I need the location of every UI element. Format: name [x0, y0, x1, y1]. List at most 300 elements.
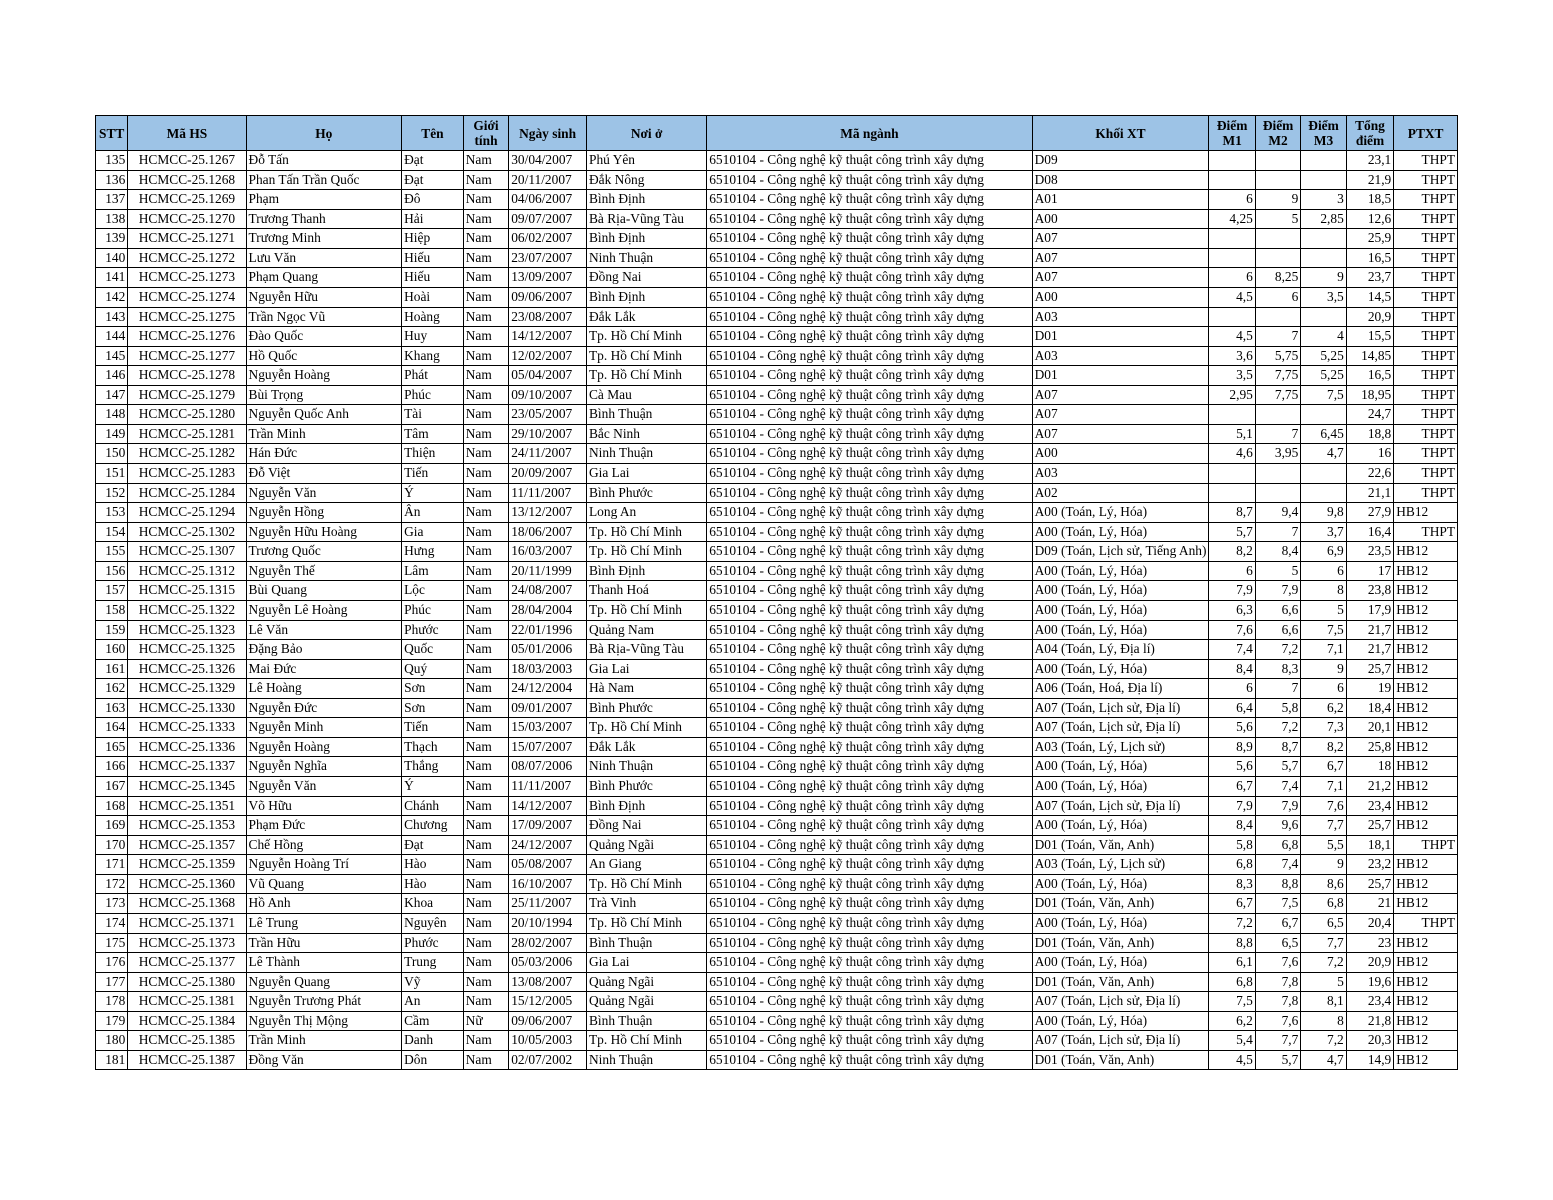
cell-diem-m3: 7,2: [1301, 953, 1346, 973]
cell-ho: Nguyễn Lê Hoàng: [246, 600, 402, 620]
table-row: [96, 835, 1458, 855]
cell-diem-m1: 5,1: [1209, 424, 1255, 444]
cell-diem-m2: 6,6: [1255, 600, 1300, 620]
cell-ho: Lưu Văn: [246, 248, 402, 268]
cell-noi-o: Quảng Nam: [587, 620, 707, 640]
cell-khoi-xt: D08: [1032, 170, 1209, 190]
cell-noi-o: Bình Thuận: [587, 405, 707, 425]
cell-khoi-xt: A07 (Toán, Lịch sử, Địa lí): [1032, 796, 1209, 816]
cell-stt: 160: [96, 640, 128, 660]
cell-ngay-sinh: 24/08/2007: [509, 581, 587, 601]
cell-ngay-sinh: 04/06/2007: [509, 190, 587, 210]
cell-khoi-xt: A00 (Toán, Lý, Hóa): [1032, 561, 1209, 581]
cell-diem-m1: [1209, 405, 1255, 425]
cell-ptxt: THPT: [1394, 483, 1458, 503]
cell-ten: Vỹ: [402, 972, 464, 992]
cell-noi-o: Bình Phước: [587, 698, 707, 718]
cell-noi-o: Gia Lai: [587, 953, 707, 973]
cell-ptxt: THPT: [1394, 913, 1458, 933]
cell-ho: Lê Thành: [246, 953, 402, 973]
cell-noi-o: Đắk Lắk: [587, 307, 707, 327]
cell-stt: 162: [96, 679, 128, 699]
cell-diem-m1: 7,9: [1209, 581, 1255, 601]
cell-stt: 153: [96, 503, 128, 523]
cell-ma-nganh: 6510104 - Công nghệ kỹ thuật công trình xây dựng: [707, 855, 1032, 875]
cell-stt: 181: [96, 1050, 128, 1070]
cell-ho: Nguyễn Hữu: [246, 287, 402, 307]
cell-noi-o: Tp. Hồ Chí Minh: [587, 327, 707, 347]
table-row: [96, 444, 1458, 464]
table-row: [96, 464, 1458, 484]
cell-diem-m2: 6,8: [1255, 835, 1300, 855]
cell-tong-diem: 21,9: [1346, 170, 1393, 190]
cell-ma-nganh: 6510104 - Công nghệ kỹ thuật công trình xây dựng: [707, 933, 1032, 953]
cell-ten: Phước: [402, 933, 464, 953]
header-ma-hs: Mã HS: [128, 116, 246, 151]
cell-gioi-tinh: Nam: [463, 835, 508, 855]
cell-ngay-sinh: 14/12/2007: [509, 327, 587, 347]
cell-ngay-sinh: 20/10/1994: [509, 913, 587, 933]
cell-khoi-xt: A00 (Toán, Lý, Hóa): [1032, 522, 1209, 542]
table-row: [96, 287, 1458, 307]
cell-diem-m3: [1301, 483, 1346, 503]
cell-khoi-xt: A03: [1032, 346, 1209, 366]
cell-ho: Nguyễn Thị Mộng: [246, 1011, 402, 1031]
cell-noi-o: Quảng Ngãi: [587, 972, 707, 992]
cell-ho: Đặng Bảo: [246, 640, 402, 660]
cell-tong-diem: 15,5: [1346, 327, 1393, 347]
cell-ma-hs: HCMCC-25.1268: [128, 170, 246, 190]
cell-tong-diem: 18: [1346, 757, 1393, 777]
cell-khoi-xt: A07 (Toán, Lịch sử, Địa lí): [1032, 698, 1209, 718]
cell-stt: 149: [96, 424, 128, 444]
cell-diem-m3: 7,3: [1301, 718, 1346, 738]
cell-diem-m3: 3,5: [1301, 287, 1346, 307]
cell-ma-hs: HCMCC-25.1326: [128, 659, 246, 679]
cell-khoi-xt: D01 (Toán, Văn, Anh): [1032, 972, 1209, 992]
cell-diem-m3: [1301, 307, 1346, 327]
table-row: [96, 424, 1458, 444]
cell-khoi-xt: A00 (Toán, Lý, Hóa): [1032, 874, 1209, 894]
cell-ma-nganh: 6510104 - Công nghệ kỹ thuật công trình xây dựng: [707, 620, 1032, 640]
cell-gioi-tinh: Nam: [463, 600, 508, 620]
cell-stt: 177: [96, 972, 128, 992]
cell-noi-o: Hà Nam: [587, 679, 707, 699]
cell-ptxt: THPT: [1394, 424, 1458, 444]
cell-ptxt: THPT: [1394, 287, 1458, 307]
cell-ngay-sinh: 30/04/2007: [509, 151, 587, 171]
cell-diem-m1: 6,1: [1209, 953, 1255, 973]
table-row: [96, 248, 1458, 268]
cell-ma-nganh: 6510104 - Công nghệ kỹ thuật công trình xây dựng: [707, 1031, 1032, 1051]
cell-noi-o: Thanh Hoá: [587, 581, 707, 601]
cell-diem-m3: 6,45: [1301, 424, 1346, 444]
cell-diem-m3: 8: [1301, 1011, 1346, 1031]
cell-ma-hs: HCMCC-25.1280: [128, 405, 246, 425]
cell-ma-nganh: 6510104 - Công nghệ kỹ thuật công trình xây dựng: [707, 874, 1032, 894]
cell-tong-diem: 25,8: [1346, 737, 1393, 757]
cell-ten: Thắng: [402, 757, 464, 777]
cell-noi-o: Bình Định: [587, 796, 707, 816]
cell-stt: 142: [96, 287, 128, 307]
cell-diem-m3: 9: [1301, 268, 1346, 288]
cell-khoi-xt: D01 (Toán, Văn, Anh): [1032, 894, 1209, 914]
cell-tong-diem: 23,7: [1346, 268, 1393, 288]
cell-noi-o: Tp. Hồ Chí Minh: [587, 874, 707, 894]
cell-ptxt: THPT: [1394, 464, 1458, 484]
cell-noi-o: Bình Định: [587, 229, 707, 249]
cell-ma-hs: HCMCC-25.1282: [128, 444, 246, 464]
cell-diem-m3: [1301, 464, 1346, 484]
cell-ma-hs: HCMCC-25.1269: [128, 190, 246, 210]
cell-ho: Nguyễn Nghĩa: [246, 757, 402, 777]
cell-ho: Trần Hữu: [246, 933, 402, 953]
cell-diem-m1: 7,6: [1209, 620, 1255, 640]
cell-ten: Hiếu: [402, 248, 464, 268]
cell-khoi-xt: A00 (Toán, Lý, Hóa): [1032, 953, 1209, 973]
cell-diem-m1: 6,7: [1209, 777, 1255, 797]
table-row: [96, 600, 1458, 620]
cell-ho: Nguyễn Văn: [246, 777, 402, 797]
cell-ngay-sinh: 18/06/2007: [509, 522, 587, 542]
cell-ptxt: HB12: [1394, 640, 1458, 660]
cell-tong-diem: 17,9: [1346, 600, 1393, 620]
cell-gioi-tinh: Nam: [463, 874, 508, 894]
cell-ho: Hán Đức: [246, 444, 402, 464]
cell-ma-hs: HCMCC-25.1277: [128, 346, 246, 366]
cell-ma-hs: HCMCC-25.1381: [128, 992, 246, 1012]
cell-diem-m3: 4,7: [1301, 444, 1346, 464]
header-ten: Tên: [402, 116, 464, 151]
cell-ho: Nguyễn Hồng: [246, 503, 402, 523]
cell-ho: Nguyễn Đức: [246, 698, 402, 718]
cell-ma-nganh: 6510104 - Công nghệ kỹ thuật công trình xây dựng: [707, 777, 1032, 797]
cell-noi-o: Tp. Hồ Chí Minh: [587, 346, 707, 366]
table-row: [96, 483, 1458, 503]
cell-ptxt: THPT: [1394, 444, 1458, 464]
cell-ten: Quốc: [402, 640, 464, 660]
cell-ngay-sinh: 09/06/2007: [509, 1011, 587, 1031]
cell-khoi-xt: A00 (Toán, Lý, Hóa): [1032, 913, 1209, 933]
cell-noi-o: Ninh Thuận: [587, 248, 707, 268]
cell-ho: Mai Đức: [246, 659, 402, 679]
cell-diem-m1: 7,2: [1209, 913, 1255, 933]
cell-ten: Tài: [402, 405, 464, 425]
cell-stt: 171: [96, 855, 128, 875]
cell-diem-m2: 7,9: [1255, 581, 1300, 601]
cell-ptxt: HB12: [1394, 718, 1458, 738]
cell-khoi-xt: A00 (Toán, Lý, Hóa): [1032, 581, 1209, 601]
cell-khoi-xt: A03: [1032, 464, 1209, 484]
cell-tong-diem: 16: [1346, 444, 1393, 464]
cell-ngay-sinh: 13/09/2007: [509, 268, 587, 288]
cell-gioi-tinh: Nam: [463, 248, 508, 268]
cell-gioi-tinh: Nam: [463, 913, 508, 933]
cell-gioi-tinh: Nam: [463, 561, 508, 581]
cell-diem-m2: 8,8: [1255, 874, 1300, 894]
header-ngay-sinh: Ngày sinh: [509, 116, 587, 151]
cell-noi-o: Bình Thuận: [587, 1011, 707, 1031]
cell-ngay-sinh: 13/08/2007: [509, 972, 587, 992]
cell-ho: Đỗ Việt: [246, 464, 402, 484]
cell-ma-hs: HCMCC-25.1307: [128, 542, 246, 562]
cell-diem-m2: 3,95: [1255, 444, 1300, 464]
cell-gioi-tinh: Nam: [463, 1050, 508, 1070]
cell-ngay-sinh: 12/02/2007: [509, 346, 587, 366]
cell-noi-o: An Giang: [587, 855, 707, 875]
cell-ngay-sinh: 05/08/2007: [509, 855, 587, 875]
cell-ho: Hồ Quốc: [246, 346, 402, 366]
cell-diem-m1: 6: [1209, 190, 1255, 210]
cell-stt: 146: [96, 366, 128, 386]
cell-noi-o: Ninh Thuận: [587, 444, 707, 464]
cell-ten: An: [402, 992, 464, 1012]
cell-ptxt: HB12: [1394, 855, 1458, 875]
cell-diem-m2: 9: [1255, 190, 1300, 210]
cell-ma-nganh: 6510104 - Công nghệ kỹ thuật công trình xây dựng: [707, 679, 1032, 699]
cell-gioi-tinh: Nam: [463, 542, 508, 562]
cell-khoi-xt: A07: [1032, 268, 1209, 288]
cell-ten: Đạt: [402, 170, 464, 190]
cell-ma-nganh: 6510104 - Công nghệ kỹ thuật công trình xây dựng: [707, 561, 1032, 581]
cell-ten: Phát: [402, 366, 464, 386]
cell-gioi-tinh: Nam: [463, 737, 508, 757]
cell-ma-nganh: 6510104 - Công nghệ kỹ thuật công trình xây dựng: [707, 307, 1032, 327]
cell-diem-m2: [1255, 483, 1300, 503]
cell-ma-nganh: 6510104 - Công nghệ kỹ thuật công trình xây dựng: [707, 424, 1032, 444]
table-row: [96, 1050, 1458, 1070]
cell-noi-o: Tp. Hồ Chí Minh: [587, 600, 707, 620]
cell-stt: 140: [96, 248, 128, 268]
cell-ptxt: THPT: [1394, 229, 1458, 249]
cell-ptxt: HB12: [1394, 1031, 1458, 1051]
cell-ma-nganh: 6510104 - Công nghệ kỹ thuật công trình xây dựng: [707, 953, 1032, 973]
cell-gioi-tinh: Nam: [463, 170, 508, 190]
cell-stt: 158: [96, 600, 128, 620]
cell-ten: Phúc: [402, 600, 464, 620]
header-khoi-xt: Khối XT: [1032, 116, 1209, 151]
cell-ma-hs: HCMCC-25.1333: [128, 718, 246, 738]
cell-diem-m2: 9,6: [1255, 816, 1300, 836]
cell-tong-diem: 23,2: [1346, 855, 1393, 875]
cell-diem-m2: 7,7: [1255, 1031, 1300, 1051]
cell-ptxt: THPT: [1394, 835, 1458, 855]
cell-diem-m3: 6,9: [1301, 542, 1346, 562]
cell-gioi-tinh: Nam: [463, 424, 508, 444]
cell-diem-m2: 7,2: [1255, 640, 1300, 660]
cell-stt: 166: [96, 757, 128, 777]
cell-stt: 169: [96, 816, 128, 836]
cell-ten: Chánh: [402, 796, 464, 816]
cell-ngay-sinh: 13/12/2007: [509, 503, 587, 523]
cell-diem-m3: [1301, 405, 1346, 425]
cell-ho: Bùi Trọng: [246, 385, 402, 405]
table-row: [96, 405, 1458, 425]
cell-diem-m3: 6: [1301, 561, 1346, 581]
cell-ma-nganh: 6510104 - Công nghệ kỹ thuật công trình xây dựng: [707, 737, 1032, 757]
table-row: [96, 796, 1458, 816]
table-row: [96, 209, 1458, 229]
cell-diem-m2: [1255, 307, 1300, 327]
cell-khoi-xt: A03 (Toán, Lý, Lịch sử): [1032, 737, 1209, 757]
cell-ptxt: THPT: [1394, 151, 1458, 171]
cell-diem-m2: 7,6: [1255, 1011, 1300, 1031]
cell-ngay-sinh: 09/06/2007: [509, 287, 587, 307]
cell-diem-m3: 9: [1301, 659, 1346, 679]
cell-diem-m2: 7,6: [1255, 953, 1300, 973]
cell-noi-o: Tp. Hồ Chí Minh: [587, 542, 707, 562]
cell-tong-diem: 20,1: [1346, 718, 1393, 738]
cell-tong-diem: 21,1: [1346, 483, 1393, 503]
cell-stt: 174: [96, 913, 128, 933]
cell-diem-m2: [1255, 248, 1300, 268]
table-row: [96, 757, 1458, 777]
cell-diem-m1: 6: [1209, 561, 1255, 581]
cell-tong-diem: 25,7: [1346, 816, 1393, 836]
cell-diem-m3: [1301, 229, 1346, 249]
cell-diem-m1: 8,8: [1209, 933, 1255, 953]
cell-diem-m2: 7: [1255, 679, 1300, 699]
cell-ngay-sinh: 05/04/2007: [509, 366, 587, 386]
cell-ptxt: THPT: [1394, 248, 1458, 268]
table-row: [96, 777, 1458, 797]
cell-ma-hs: HCMCC-25.1380: [128, 972, 246, 992]
cell-diem-m3: 7,7: [1301, 933, 1346, 953]
table-row: [96, 620, 1458, 640]
header-noi-o: Nơi ở: [587, 116, 707, 151]
cell-ngay-sinh: 06/02/2007: [509, 229, 587, 249]
cell-ten: Phước: [402, 620, 464, 640]
table-row: [96, 913, 1458, 933]
cell-ptxt: HB12: [1394, 953, 1458, 973]
cell-stt: 180: [96, 1031, 128, 1051]
cell-tong-diem: 18,1: [1346, 835, 1393, 855]
cell-ptxt: THPT: [1394, 190, 1458, 210]
cell-ptxt: HB12: [1394, 972, 1458, 992]
cell-noi-o: Long An: [587, 503, 707, 523]
cell-gioi-tinh: Nam: [463, 679, 508, 699]
cell-diem-m3: [1301, 248, 1346, 268]
cell-ptxt: HB12: [1394, 581, 1458, 601]
cell-khoi-xt: A06 (Toán, Hoá, Địa lí): [1032, 679, 1209, 699]
cell-tong-diem: 25,7: [1346, 659, 1393, 679]
cell-ma-hs: HCMCC-25.1371: [128, 913, 246, 933]
cell-diem-m3: 8: [1301, 581, 1346, 601]
cell-ma-hs: HCMCC-25.1272: [128, 248, 246, 268]
cell-diem-m2: 7,4: [1255, 777, 1300, 797]
cell-ho: Nguyễn Hữu Hoàng: [246, 522, 402, 542]
cell-ngay-sinh: 11/11/2007: [509, 777, 587, 797]
cell-ptxt: HB12: [1394, 1011, 1458, 1031]
cell-stt: 168: [96, 796, 128, 816]
table-row: [96, 933, 1458, 953]
table-row: [96, 522, 1458, 542]
cell-diem-m3: 7,1: [1301, 777, 1346, 797]
cell-noi-o: Tp. Hồ Chí Minh: [587, 1031, 707, 1051]
table-row: [96, 874, 1458, 894]
cell-ma-nganh: 6510104 - Công nghệ kỹ thuật công trình xây dựng: [707, 1050, 1032, 1070]
table-row: [96, 170, 1458, 190]
header-tong-diem: Tổng điểm: [1346, 116, 1393, 151]
cell-tong-diem: 21,2: [1346, 777, 1393, 797]
cell-diem-m3: 4,7: [1301, 1050, 1346, 1070]
cell-stt: 176: [96, 953, 128, 973]
cell-ten: Tiến: [402, 464, 464, 484]
cell-ngay-sinh: 09/10/2007: [509, 385, 587, 405]
cell-ma-hs: HCMCC-25.1274: [128, 287, 246, 307]
table-row: [96, 679, 1458, 699]
cell-ma-hs: HCMCC-25.1387: [128, 1050, 246, 1070]
table-row: [96, 816, 1458, 836]
cell-ho: Nguyễn Trương Phát: [246, 992, 402, 1012]
table-row: [96, 151, 1458, 171]
cell-gioi-tinh: Nam: [463, 972, 508, 992]
cell-diem-m3: [1301, 170, 1346, 190]
cell-diem-m2: [1255, 229, 1300, 249]
cell-gioi-tinh: Nam: [463, 816, 508, 836]
cell-tong-diem: 18,5: [1346, 190, 1393, 210]
cell-khoi-xt: A00 (Toán, Lý, Hóa): [1032, 659, 1209, 679]
cell-ho: Nguyễn Thế: [246, 561, 402, 581]
cell-ho: Trương Quốc: [246, 542, 402, 562]
cell-diem-m1: 6: [1209, 268, 1255, 288]
cell-diem-m1: 8,4: [1209, 816, 1255, 836]
cell-ho: Nguyễn Minh: [246, 718, 402, 738]
cell-tong-diem: 12,6: [1346, 209, 1393, 229]
cell-diem-m1: 6,3: [1209, 600, 1255, 620]
cell-ngay-sinh: 28/02/2007: [509, 933, 587, 953]
cell-ten: Huy: [402, 327, 464, 347]
cell-ma-hs: HCMCC-25.1368: [128, 894, 246, 914]
cell-khoi-xt: D01 (Toán, Văn, Anh): [1032, 835, 1209, 855]
cell-khoi-xt: A00: [1032, 209, 1209, 229]
cell-noi-o: Đồng Nai: [587, 816, 707, 836]
cell-gioi-tinh: Nam: [463, 307, 508, 327]
table-header: [96, 116, 1458, 151]
cell-tong-diem: 23,4: [1346, 796, 1393, 816]
cell-ptxt: HB12: [1394, 620, 1458, 640]
cell-ptxt: HB12: [1394, 816, 1458, 836]
cell-ngay-sinh: 10/05/2003: [509, 1031, 587, 1051]
cell-diem-m3: 6,8: [1301, 894, 1346, 914]
cell-ngay-sinh: 18/03/2003: [509, 659, 587, 679]
cell-khoi-xt: A00 (Toán, Lý, Hóa): [1032, 757, 1209, 777]
cell-ma-nganh: 6510104 - Công nghệ kỹ thuật công trình xây dựng: [707, 581, 1032, 601]
cell-ma-nganh: 6510104 - Công nghệ kỹ thuật công trình xây dựng: [707, 170, 1032, 190]
cell-khoi-xt: D01 (Toán, Văn, Anh): [1032, 933, 1209, 953]
cell-ma-nganh: 6510104 - Công nghệ kỹ thuật công trình xây dựng: [707, 287, 1032, 307]
cell-diem-m2: 9,4: [1255, 503, 1300, 523]
cell-diem-m2: 5,8: [1255, 698, 1300, 718]
cell-ma-nganh: 6510104 - Công nghệ kỹ thuật công trình xây dựng: [707, 444, 1032, 464]
header-diem-m1: Điểm M1: [1209, 116, 1255, 151]
cell-noi-o: Quảng Ngãi: [587, 992, 707, 1012]
cell-ma-nganh: 6510104 - Công nghệ kỹ thuật công trình xây dựng: [707, 366, 1032, 386]
table-row: [96, 894, 1458, 914]
cell-khoi-xt: A00: [1032, 287, 1209, 307]
cell-noi-o: Gia Lai: [587, 464, 707, 484]
cell-diem-m1: 3,6: [1209, 346, 1255, 366]
cell-ma-hs: HCMCC-25.1337: [128, 757, 246, 777]
cell-gioi-tinh: Nam: [463, 640, 508, 660]
cell-noi-o: Bắc Ninh: [587, 424, 707, 444]
cell-ho: Võ Hữu: [246, 796, 402, 816]
cell-khoi-xt: A00 (Toán, Lý, Hóa): [1032, 1011, 1209, 1031]
cell-ptxt: HB12: [1394, 1050, 1458, 1070]
cell-ten: Thiện: [402, 444, 464, 464]
cell-ten: Hưng: [402, 542, 464, 562]
cell-khoi-xt: A07: [1032, 424, 1209, 444]
